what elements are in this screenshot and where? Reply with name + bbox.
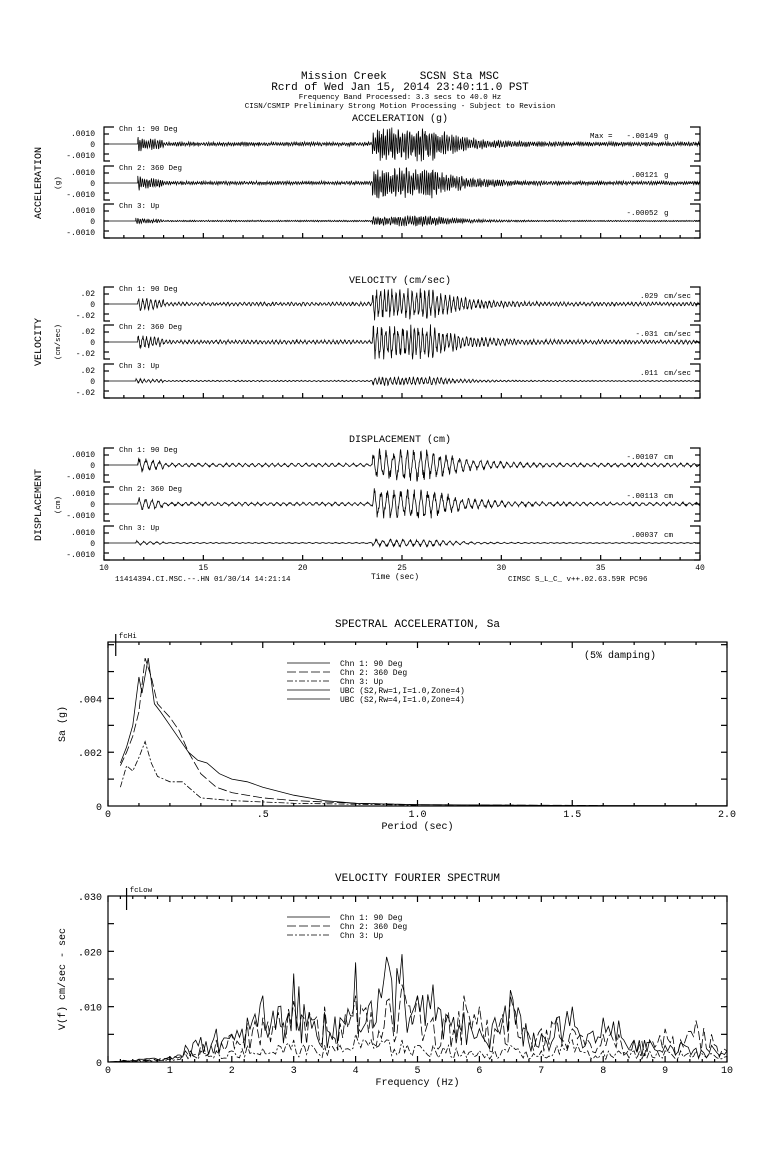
x-axis-label: Time (sec) <box>370 573 420 582</box>
y-tick-label: .02 <box>80 367 95 376</box>
x-tick-label: 6 <box>476 1066 483 1077</box>
max-unit: g <box>664 172 669 180</box>
waveform-trace <box>104 324 700 359</box>
y-tick-label: .0010 <box>70 207 95 216</box>
x-tick-label: .5 <box>256 810 269 821</box>
max-unit: cm <box>664 454 674 462</box>
y-tick-label: .020 <box>77 948 102 960</box>
channel-label: Chn 2: 360 Deg <box>119 324 183 332</box>
x-tick-label: 8 <box>600 1066 607 1077</box>
x-tick-label: 1.5 <box>563 810 582 821</box>
x-tick-label: 1.0 <box>408 810 427 821</box>
x-tick-label: 4 <box>352 1066 359 1077</box>
max-value: .00037 <box>630 532 658 540</box>
chart-title: SPECTRAL ACCELERATION, Sa <box>334 619 501 631</box>
cutoff-label: fcHi <box>118 633 137 641</box>
max-unit: cm <box>664 532 674 540</box>
waveform-trace <box>104 216 700 227</box>
y-tick-label: -.02 <box>75 312 95 321</box>
legend-label: Chn 3: Up <box>340 678 384 687</box>
max-value: -.00113 <box>626 493 658 501</box>
waveform-trace <box>104 488 700 518</box>
channel-label: Chn 3: Up <box>119 203 160 211</box>
waveform-trace <box>104 288 700 320</box>
y-tick-label: -.0010 <box>66 152 95 161</box>
legend-label: UBC (S2,Rw=4,I=1.0,Zone=4) <box>340 696 465 705</box>
max-unit: cm <box>664 493 674 501</box>
max-unit: cm/sec <box>664 293 692 301</box>
channel-label: Chn 2: 360 Deg <box>119 486 183 494</box>
y-tick-label: .002 <box>77 749 102 761</box>
x-tick-label: 2.0 <box>717 810 737 821</box>
x-tick-label: 7 <box>538 1066 545 1077</box>
y-tick-label: 0 <box>90 501 95 510</box>
x-tick-label: 40 <box>695 564 705 573</box>
y-tick-label: 0 <box>90 462 95 471</box>
y-tick-label: 0 <box>90 301 95 310</box>
y-axis-unit: (g) <box>55 176 63 190</box>
max-value: .00121 <box>630 172 658 180</box>
spectrum-series <box>108 985 727 1063</box>
y-tick-label: 0 <box>90 180 95 189</box>
max-unit: cm/sec <box>664 370 692 378</box>
waveform-trace <box>104 376 700 385</box>
channel-label: Chn 1: 90 Deg <box>119 286 178 294</box>
legend-label: UBC (S2,Rw=1,I=1.0,Zone=4) <box>340 687 465 696</box>
max-label: Max = <box>590 133 613 141</box>
max-unit: g <box>664 210 669 218</box>
max-value: .011 <box>639 370 658 378</box>
y-tick-label: .030 <box>77 893 102 904</box>
plot-frame <box>108 642 727 806</box>
x-tick-label: 35 <box>595 564 606 573</box>
footer-record-id: 11414394.CI.MSC.--.HN 01/30/14 14:21:14 <box>115 576 291 584</box>
waveform-trace <box>104 449 700 482</box>
header-station: Mission Creek SCSN Sta MSC <box>300 71 500 83</box>
header-processing-note: CISN/CSMIP Preliminary Strong Motion Processing - Subject to Revision <box>244 103 556 111</box>
x-axis-label: Period (sec) <box>381 822 454 833</box>
x-tick-label: 0 <box>104 1066 112 1077</box>
panel-title: VELOCITY (cm/sec) <box>348 276 452 287</box>
x-tick-label: 3 <box>290 1066 297 1077</box>
max-value: -.00107 <box>626 454 658 462</box>
y-tick-label: .02 <box>80 328 95 337</box>
y-tick-label: .02 <box>80 290 95 299</box>
spectrum-series <box>120 658 727 806</box>
channel-label: Chn 3: Up <box>119 363 160 371</box>
y-axis-label: DISPLACEMENT <box>34 468 45 542</box>
y-axis-label: Sa (g) <box>58 705 69 743</box>
footer-processing-id: CIMSC S_L_C_ v++.02.63.59R PC96 <box>508 576 648 584</box>
y-tick-label: -.02 <box>75 389 95 398</box>
y-tick-label: -.0010 <box>66 473 95 482</box>
y-axis-label: ACCELERATION <box>34 146 45 220</box>
spectrum-series <box>120 742 417 806</box>
y-tick-label: .0010 <box>70 130 95 139</box>
y-tick-label: .004 <box>77 695 102 707</box>
x-tick-label: 0 <box>104 810 112 821</box>
x-tick-label: 25 <box>397 564 407 573</box>
max-value: -.00052 <box>626 210 658 218</box>
waveform-trace <box>104 539 700 547</box>
legend-label: Chn 2: 360 Deg <box>340 669 408 678</box>
x-tick-label: 5 <box>414 1066 421 1077</box>
y-tick-label: .0010 <box>70 451 95 460</box>
y-tick-label: 0 <box>90 378 95 387</box>
legend-label: Chn 1: 90 Deg <box>340 660 403 669</box>
y-axis-unit: (cm) <box>55 495 63 515</box>
y-axis-label: V(f) cm/sec - sec <box>58 927 69 1031</box>
channel-label: Chn 1: 90 Deg <box>119 126 178 134</box>
y-tick-label: -.0010 <box>66 512 95 521</box>
x-tick-label: 2 <box>228 1066 235 1077</box>
channel-frame <box>104 287 700 321</box>
max-value: .029 <box>639 293 658 301</box>
cutoff-label: fcLow <box>129 887 153 895</box>
header-frequency-band: Frequency Band Processed: 3.3 secs to 40.0 Hz <box>298 94 502 102</box>
x-tick-label: 30 <box>496 564 507 573</box>
x-tick-label: 10 <box>720 1066 734 1077</box>
max-value: -.00149 <box>626 133 658 141</box>
y-axis-unit: (cm/sec) <box>55 323 63 361</box>
channel-label: Chn 1: 90 Deg <box>119 447 178 455</box>
x-tick-label: 15 <box>198 564 209 573</box>
x-tick-label: 9 <box>662 1066 669 1077</box>
waveform-trace <box>104 168 700 199</box>
y-tick-label: 0 <box>90 141 95 150</box>
x-axis-label: Frequency (Hz) <box>375 1078 460 1089</box>
y-tick-label: .0010 <box>70 529 95 538</box>
legend-label: Chn 3: Up <box>340 932 384 941</box>
y-tick-label: -.02 <box>75 350 95 359</box>
channel-label: Chn 2: 360 Deg <box>119 165 183 173</box>
chart-title: VELOCITY FOURIER SPECTRUM <box>334 873 501 885</box>
header-record-date: Rcrd of Wed Jan 15, 2014 23:40:11.0 PST <box>271 82 529 94</box>
panel-title: ACCELERATION (g) <box>351 114 449 125</box>
y-tick-label: 0 <box>90 540 95 549</box>
y-tick-label: -.0010 <box>66 229 95 238</box>
y-tick-label: -.0010 <box>66 191 95 200</box>
y-axis-label: VELOCITY <box>34 317 45 367</box>
max-value: -.031 <box>635 331 658 339</box>
legend-label: Chn 1: 90 Deg <box>340 914 403 923</box>
y-tick-label: 0 <box>90 218 95 227</box>
x-tick-label: 10 <box>99 564 109 573</box>
y-tick-label: .0010 <box>70 169 95 178</box>
max-unit: cm/sec <box>664 331 692 339</box>
y-tick-label: .0010 <box>70 490 95 499</box>
channel-label: Chn 3: Up <box>119 525 160 533</box>
max-unit: g <box>664 133 669 141</box>
y-tick-label: 0 <box>95 1059 102 1070</box>
y-tick-label: 0 <box>90 339 95 348</box>
panel-title: DISPLACEMENT (cm) <box>348 435 452 446</box>
legend-label: Chn 2: 360 Deg <box>340 923 408 932</box>
y-tick-label: .010 <box>77 1003 102 1015</box>
x-tick-label: 1 <box>166 1066 173 1077</box>
damping-note: (5% damping) <box>584 651 657 662</box>
y-tick-label: -.0010 <box>66 551 95 560</box>
y-tick-label: 0 <box>95 803 102 814</box>
x-tick-label: 20 <box>297 564 308 573</box>
